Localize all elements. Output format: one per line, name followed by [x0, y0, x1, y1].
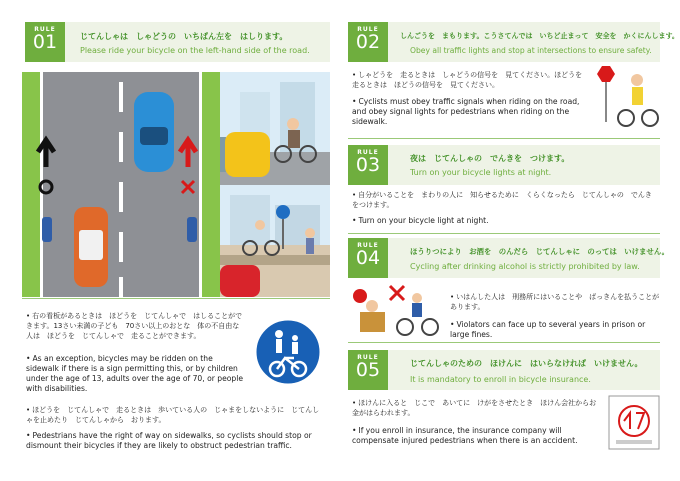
divider	[348, 342, 660, 343]
rule-02-en-text	[352, 97, 590, 127]
rule-01-jp-text-2	[26, 405, 326, 425]
rule-label: RULE	[34, 26, 56, 33]
rule-number: 05	[355, 359, 381, 381]
rule-02-badge	[348, 22, 388, 62]
text: Cyclists must obey traffic signals when riding on the road, and obey signal lights for pedestrians when riding on the sidewalk.	[352, 97, 580, 126]
road-illustration	[22, 72, 220, 297]
rule-01-title-en: Please ride your bicycle on the left-hand side of the road.	[80, 46, 310, 55]
insurance-logo-icon	[608, 395, 660, 450]
street-scene-top	[220, 72, 330, 185]
rule-02-title-en: Obey all traffic lights and stop at intersections to ensure safety.	[410, 46, 652, 55]
rule-02-jp-text	[352, 70, 590, 90]
rule-01-header-bar	[65, 22, 330, 62]
rule-03-en-text	[352, 216, 652, 226]
rule-03-title-en: Turn on your bicycle lights at night.	[410, 168, 552, 177]
rule-02-header-bar	[388, 22, 660, 62]
stop-sign-cyclist-icon	[588, 60, 660, 130]
rule-01-en-text-1	[26, 354, 246, 394]
rule-label: RULE	[357, 354, 379, 361]
rule-04-jp-text	[450, 292, 660, 312]
street-scene-bottom	[220, 185, 330, 297]
rule-05-title-en: It is mandatory to enroll in bicycle insurance.	[410, 375, 591, 384]
text: 右の看板があるときは ほどうを じてんしゃで はしることができます。13さい未満の子ども 70さい以上のおとな 体の不自由な人は ほどうを じてんしゃで 走ることができます。	[26, 312, 243, 340]
rule-01-badge	[25, 22, 65, 62]
rule-04-header-bar	[388, 238, 660, 278]
rule-label: RULE	[357, 242, 379, 249]
rule-01-en-text-2	[26, 431, 326, 451]
rule-number: 02	[355, 31, 381, 53]
rule-04-en-text	[450, 320, 660, 340]
sidewalk-bicycle-sign-icon	[252, 312, 324, 392]
text: ほどうを じてんしゃで 走るときは 歩いている人の じゃまをしないように じてんしゃを止めたり じてんしゃから おります。	[26, 406, 320, 424]
rule-label: RULE	[357, 149, 379, 156]
rule-05-header-bar	[388, 350, 660, 390]
text: ほけんに入ると じこで あいてに けがをさせたとき ほけん会社からお金がはらわれます。	[352, 399, 597, 417]
rule-number: 04	[355, 247, 381, 269]
divider	[348, 233, 660, 234]
text: Turn on your bicycle light at night.	[358, 216, 489, 225]
rule-05-jp-text	[352, 398, 597, 418]
text: As an exception, bicycles may be ridden on the sidewalk if there is a sign permitting this, or by children under the age of 13, adults over the age of 70, or people with disabilities.	[26, 354, 243, 393]
rule-03-header-bar	[388, 145, 660, 185]
rule-04-badge	[348, 238, 388, 278]
rule-number: 03	[355, 154, 381, 176]
drunk-cycling-prohibited-icon	[350, 282, 445, 337]
rule-01-jp-text-1	[26, 311, 246, 341]
rule-label: RULE	[357, 26, 379, 33]
rule-04-title-jp: ほうりつにより お酒を のんだら じてんしゃに のっては いけません。	[410, 247, 670, 256]
rule-03-badge	[348, 145, 388, 185]
divider	[22, 298, 330, 299]
rule-04-title-en: Cycling after drinking alcohol is strictly prohibited by law.	[410, 262, 640, 271]
text: Violators can face up to several years in prison or large fines.	[450, 320, 646, 339]
rule-05-title-jp: じてんしゃのための ほけんに はいらなければ いけません。	[410, 359, 643, 368]
rule-03-jp-text	[352, 190, 652, 210]
rule-05-en-text	[352, 426, 597, 446]
divider	[348, 138, 660, 139]
text: If you enroll in insurance, the insurance company will compensate injured pedestrians when there is an accident.	[352, 426, 578, 445]
rule-03-title-jp: 夜は じてんしゃの でんきを つけます。	[410, 154, 570, 163]
text: 自分がいることを まわりの人に 知らせるために くらくなったら じてんしゃの でんきをつけます。	[352, 191, 652, 209]
rule-01-title-jp: じてんしゃは しゃどうの いちばん左を はしります。	[80, 32, 288, 41]
text: Pedestrians have the right of way on sidewalks, so cyclists should stop or dismount their bicycles if they are likely to obstruct pedestrian traffic.	[26, 431, 312, 450]
rule-05-badge	[348, 350, 388, 390]
text: いはんした人は 刑務所にはいることや ばっきんを払うことがあります。	[450, 293, 660, 311]
rule-02-title-jp: しんごうを まもります。こうさてんでは いちど止まって 安全を かくにんします。	[400, 32, 679, 40]
rule-number: 01	[32, 31, 58, 53]
text: しゃどうを 走るときは しゃどうの信号を 見てください。ほどうを 走るときは ほどうの信号を 見てください。	[352, 71, 590, 89]
